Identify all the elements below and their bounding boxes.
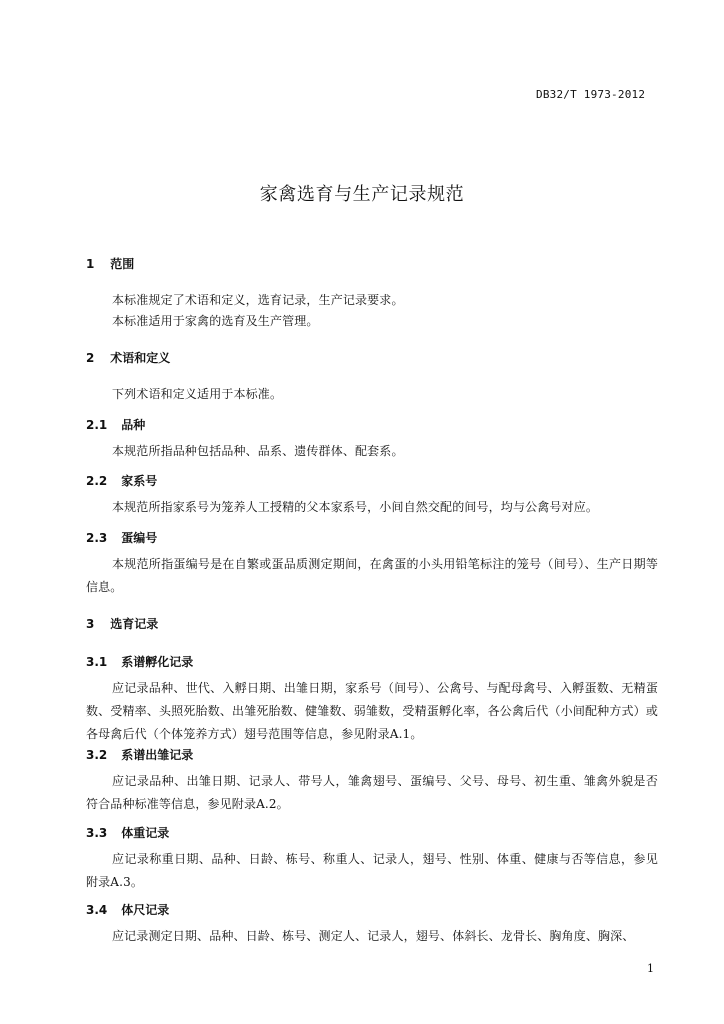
paragraph: 本规范所指蛋编号是在自繁或蛋品质测定期间，在禽蛋的小头用铅笔标注的笼号（间号）、生产日期等信息。 — [86, 557, 658, 594]
section-heading-2-2 — [86, 472, 157, 489]
paragraph-line: 本规范所指家系号为笼养人工授精的父本家系号，小间自然交配的间号，均与公禽号对应。 — [112, 500, 599, 514]
paragraph: 应记录测定日期、品种、日龄、栋号、测定人、记录人，翅号、体斜长、龙骨长、胸角度、胸深、 — [112, 929, 635, 943]
section-title: 家系号 — [121, 474, 158, 488]
section-number: 3.1 — [86, 655, 108, 669]
paragraph-line: 本标准适用于家禽的选育及生产管理。 — [112, 314, 319, 328]
section-heading-2-3 — [86, 529, 157, 546]
section-title: 品种 — [121, 418, 146, 432]
section-number: 3.3 — [86, 826, 108, 840]
section-title: 术语和定义 — [110, 351, 171, 365]
section-number: 3.4 — [86, 903, 108, 917]
paragraph-line: 本规范所指品种包括品种、品系、遗传群体、配套系。 — [112, 444, 404, 458]
section-heading-2 — [86, 349, 170, 366]
section-number: 1 — [86, 257, 95, 271]
section-title: 选育记录 — [110, 617, 159, 631]
section-heading-1 — [86, 255, 134, 272]
section-title: 系谱出雏记录 — [121, 748, 194, 762]
section-heading-3-3 — [86, 824, 169, 841]
paragraph-line: 本标准规定了术语和定义，选育记录，生产记录要求。 — [112, 293, 404, 307]
section-heading-3-2 — [86, 746, 193, 763]
section-heading-3-1 — [86, 653, 193, 670]
section-title: 蛋编号 — [121, 531, 158, 545]
section-title: 体尺记录 — [121, 903, 170, 917]
page-title: 家禽选育与生产记录规范 — [259, 184, 465, 205]
paragraph-line: 下列术语和定义适用于本标准。 — [112, 387, 283, 401]
section-heading-3-4 — [86, 901, 169, 918]
section-title: 体重记录 — [121, 826, 170, 840]
section-number: 3.2 — [86, 748, 108, 762]
section-heading-2-1 — [86, 416, 145, 433]
section-number: 2.3 — [86, 531, 108, 545]
paragraph: 应记录称重日期、品种、日龄、栋号、称重人、记录人，翅号、性别、体重、健康与否等信息，参见附录A.3。 — [86, 852, 658, 889]
page-number: 1 — [647, 962, 654, 975]
section-heading-3 — [86, 615, 158, 632]
section-title: 系谱孵化记录 — [121, 655, 194, 669]
paragraph: 应记录品种、出雏日期、记录人、带号人，雏禽翅号、蛋编号、父号、母号、初生重、雏禽外貌是否符合品种标准等信息，参见附录A.2。 — [86, 774, 658, 811]
section-number: 2.1 — [86, 418, 108, 432]
section-number: 2.2 — [86, 474, 108, 488]
document-number: DB32/T 1973-2012 — [536, 88, 646, 101]
paragraph: 应记录品种、世代、入孵日期、出雏日期，家系号（间号）、公禽号、与配母禽号、入孵蛋数、无精蛋数、受精率、头照死胎数、出雏死胎数、健雏数、弱雏数，受精蛋孵化率，各公禽后代（小间配种方式）或各母禽后代（个体笼养方式）翅号范围等信息，参见附录A.1。 — [86, 681, 658, 741]
section-number: 2 — [86, 351, 95, 365]
section-number: 3 — [86, 617, 95, 631]
section-title: 范围 — [110, 257, 135, 271]
